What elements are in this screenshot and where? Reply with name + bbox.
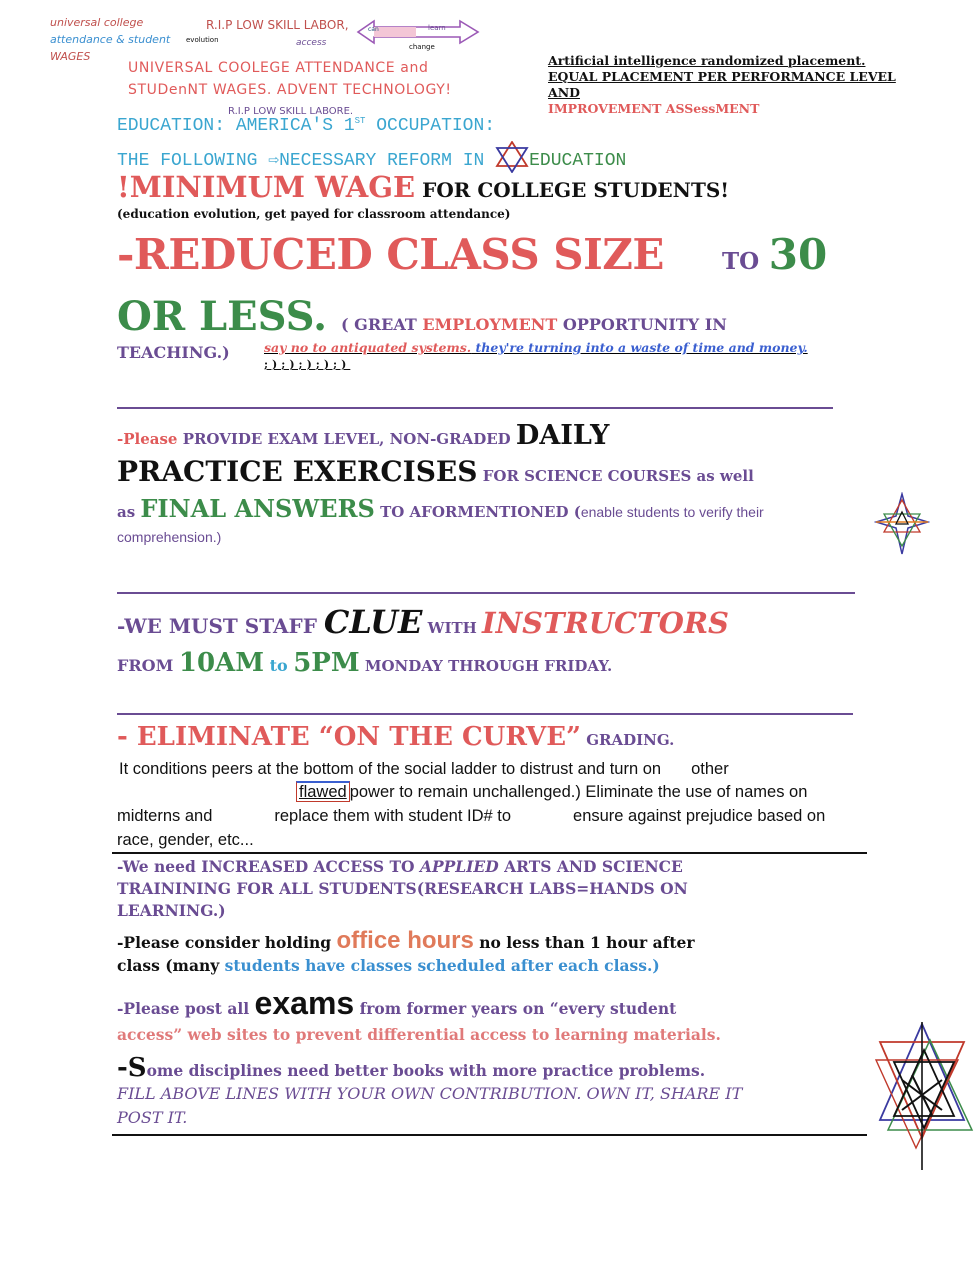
large-star-cluster-icon xyxy=(872,1020,976,1172)
minimum-wage-line: !MINIMUM WAGE FOR COLLEGE STUDENTS! xyxy=(117,170,730,204)
practice-line-4: comprehension.) xyxy=(117,529,222,545)
star-of-david-icon xyxy=(495,141,529,171)
applied-line-1: -We need INCREASED ACCESS TO APPLIED ARTS AND SCIENCE xyxy=(117,857,683,876)
universal-line-2: STUDenNT WAGES. ADVENT TECHNOLOGY! xyxy=(128,82,452,98)
divider-4 xyxy=(112,852,867,854)
divider-2 xyxy=(117,592,855,594)
curve-body-3: midterns and replace them with student ID# to ensure against prejudice based on xyxy=(117,807,826,825)
arrow-label-mid: learn xyxy=(428,24,446,32)
clue-line-1: -WE MUST STAFF CLUE WITH INSTRUCTORS xyxy=(117,603,729,641)
reform-line: THE FOLLOWING ⇨NECESSARY REFORM IN EDUCATION xyxy=(117,145,626,175)
books-line: -Some disciplines need better books with more practice problems. xyxy=(117,1053,706,1083)
divider-3 xyxy=(117,713,853,715)
reduced-class-size: -REDUCED CLASS SIZE xyxy=(117,230,664,279)
note-top-left: universal college attendance & student WAGES xyxy=(50,16,171,63)
applied-line-3: LEARNING.) xyxy=(117,901,226,920)
divider-1 xyxy=(117,407,833,409)
evolution-note: evolution xyxy=(186,36,219,44)
minimum-wage-note: (education evolution, get payed for classroom attendance) xyxy=(117,207,511,221)
applied-line-2: TRAININING FOR ALL STUDENTS(RESEARCH LABS=HANDS ON xyxy=(117,879,688,898)
change-note: change xyxy=(409,43,435,51)
practice-line-1: -Please PROVIDE EXAM LEVEL, NON-GRADED DAILY xyxy=(117,420,610,451)
smileys: ;););););) xyxy=(264,358,351,371)
ai-line-3: AND xyxy=(548,85,580,100)
exams-line-2: access” web sites to prevent differential access to learning materials. xyxy=(117,1025,721,1044)
divider-5 xyxy=(112,1134,867,1136)
clue-line-2: FROM 10AM to 5PM MONDAY THROUGH FRIDAY. xyxy=(117,648,613,678)
practice-line-3: as FINAL ANSWERS TO AFORMENTIONED (enable students to verify their xyxy=(117,494,764,523)
closing-line-2: POST IT. xyxy=(117,1108,188,1127)
rip-top: R.I.P LOW SKILL LABOR, xyxy=(206,18,349,32)
or-less-line: OR LESS. ( GREAT EMPLOYMENT OPPORTUNITY IN xyxy=(117,293,727,340)
star-cluster-icon xyxy=(874,492,930,556)
access-note: access xyxy=(296,38,327,48)
office-line-2: class (many students have classes scheduled after each class.) xyxy=(117,956,660,975)
antiquated-line: say no to antiquated systems. they're turning into a waste of time and money. xyxy=(264,340,808,355)
exams-line-1: -Please post all exams from former years on “every student xyxy=(117,985,677,1021)
to-thirty: TO 30 xyxy=(722,230,828,279)
closing-line-1: FILL ABOVE LINES WITH YOUR OWN CONTRIBUTION. OWN IT, SHARE IT xyxy=(117,1084,743,1103)
arrow-label-left: can xyxy=(368,26,379,33)
rip-low: R.I.P LOW SKILL LABORE. xyxy=(228,106,354,117)
ai-line-4: IMPROVEMENT ASSessMENT xyxy=(548,101,760,116)
practice-line-2: PRACTICE EXERCISES FOR SCIENCE COURSES as well xyxy=(117,455,754,488)
office-line-1: -Please consider holding office hours no less than 1 hour after xyxy=(117,927,695,954)
teaching-label: TEACHING.) xyxy=(117,343,230,362)
curve-body-1: It conditions peers at the bottom of the social ladder to distrust and turn on other xyxy=(119,760,729,778)
curve-body-2: flawed power to remain unchallenged.) Eliminate the use of names on xyxy=(296,783,807,802)
ai-line-2: EQUAL PLACEMENT PER PERFORMANCE LEVEL xyxy=(548,69,896,84)
universal-line-1: UNIVERSAL COOLEGE ATTENDANCE and xyxy=(128,60,429,76)
ai-line-1: Artificial intelligence randomized placement. xyxy=(548,53,866,68)
curve-body-4: race, gender, etc... xyxy=(117,831,254,849)
curve-heading: - ELIMINATE “ON THE CURVE” GRADING. xyxy=(117,722,675,752)
education-title: EDUCATION: AMERICA'S 1ST OCCUPATION: xyxy=(117,116,496,136)
